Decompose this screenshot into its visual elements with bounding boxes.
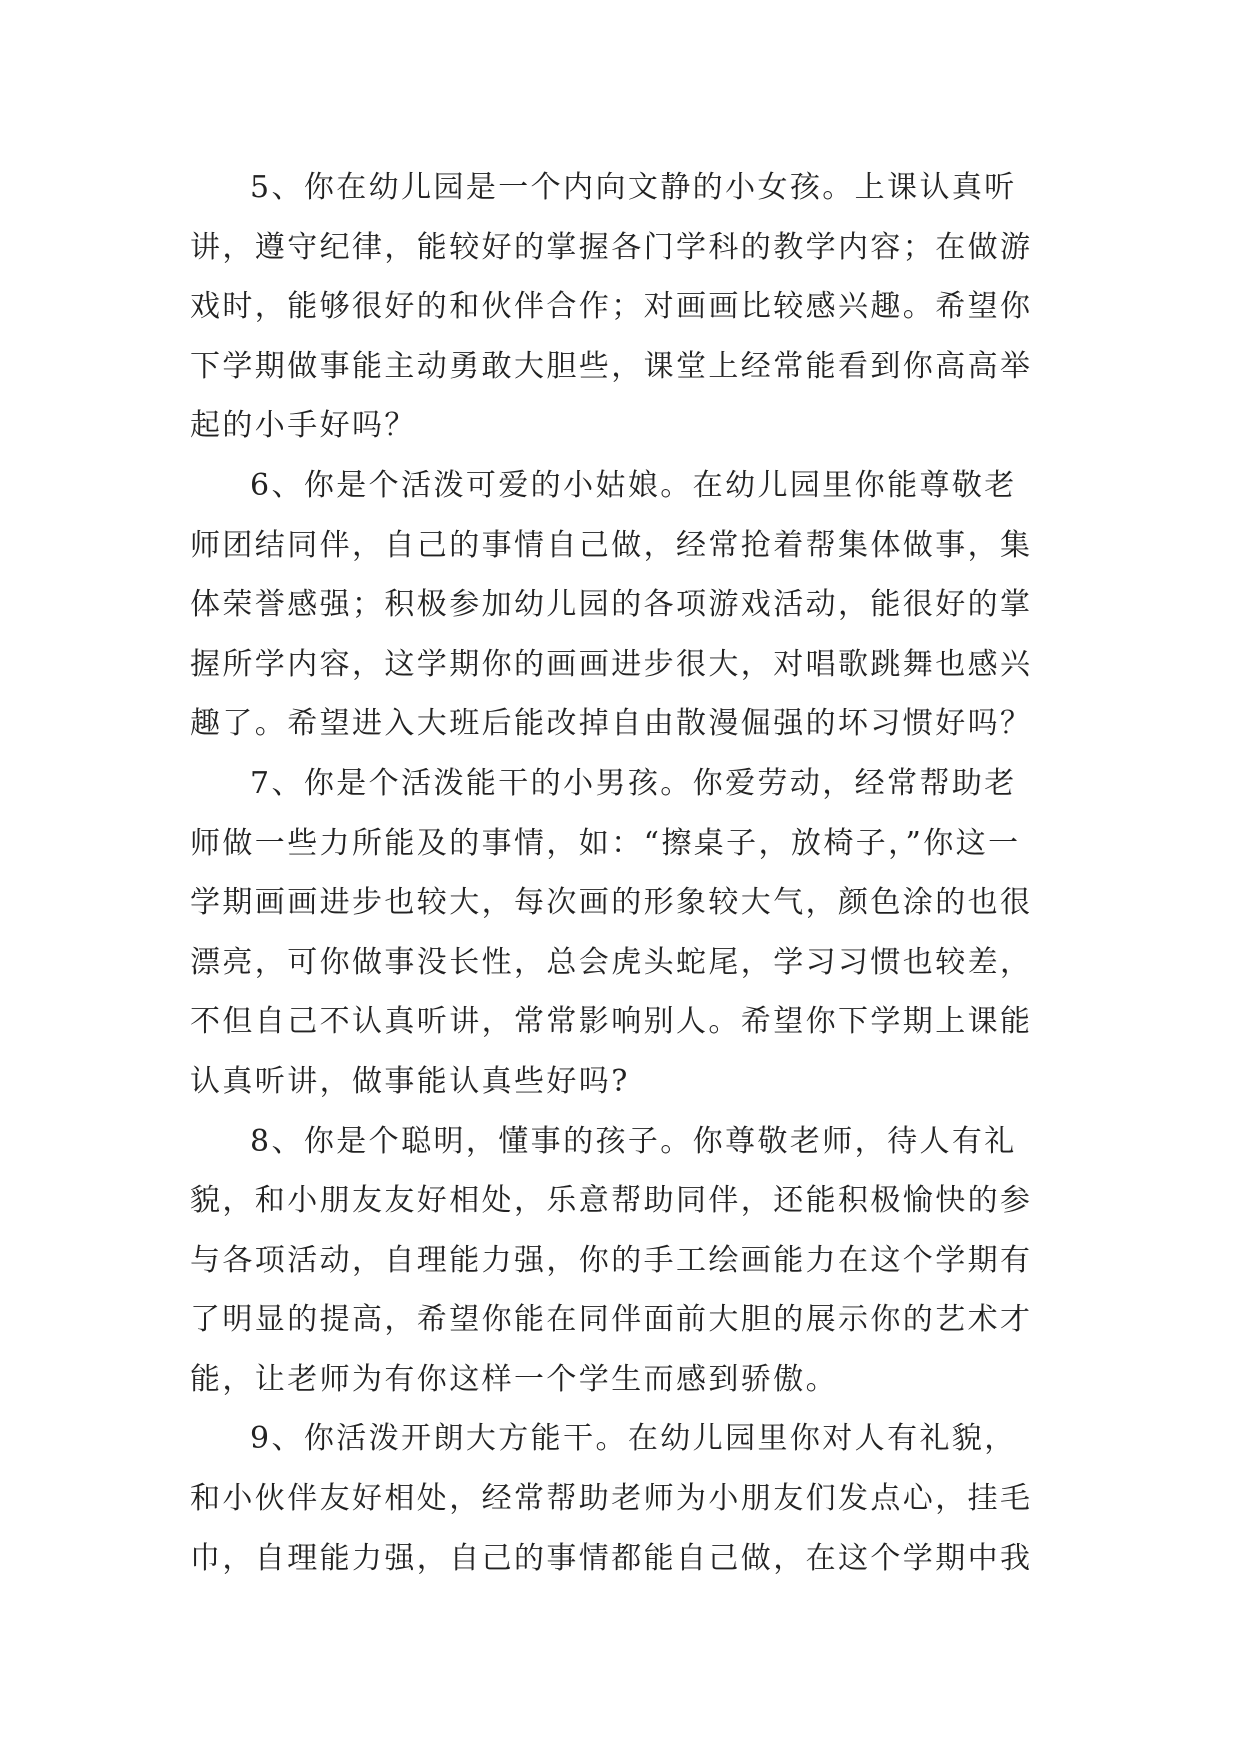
text-line: 巾，自理能力强，自己的事情都能自己做，在这个学期中我 [190,1540,1033,1576]
text-line: 起的小手好吗？ [190,408,417,444]
text-line: 漂亮，可你做事没长性，总会虎头蛇尾，学习习惯也较差， [190,944,1033,980]
document-body [190,158,1060,1588]
text-line: 戏时，能够很好的和伙伴合作；对画画比较感兴趣。希望你 [190,289,1033,325]
text-line: 不但自己不认真听讲，常常影响别人。希望你下学期上课能 [190,1004,1033,1040]
text-line: 貌，和小朋友友好相处，乐意帮助同伴，还能积极愉快的参 [190,1183,1033,1219]
text-line: 下学期做事能主动勇敢大胆些，课堂上经常能看到你高高举 [190,348,1033,384]
text-line: 与各项活动，自理能力强，你的手工绘画能力在这个学期有 [190,1242,1033,1278]
text-line: 趣了。希望进入大班后能改掉自由散漫倔强的坏习惯好吗？ [190,706,1033,742]
text-line: 学期画画进步也较大，每次画的形象较大气，颜色涂的也很 [190,885,1033,921]
text-line: 讲，遵守纪律，能较好的掌握各门学科的教学内容；在做游 [190,229,1033,265]
text-line: 8、你是个聪明，懂事的孩子。你尊敬老师，待人有礼 [250,1123,1017,1159]
text-line: 体荣誉感强；积极参加幼儿园的各项游戏活动，能很好的掌 [190,587,1033,623]
text-line: 师做一些力所能及的事情，如：“擦桌子，放椅子，”你这一 [190,825,1021,861]
text-line: 握所学内容，这学期你的画画进步很大，对唱歌跳舞也感兴 [190,646,1033,682]
text-line: 和小伙伴友好相处，经常帮助老师为小朋友们发点心，挂毛 [190,1481,1033,1517]
text-line: 9、你活泼开朗大方能干。在幼儿园里你对人有礼貌， [250,1421,1017,1457]
text-line: 6、你是个活泼可爱的小姑娘。在幼儿园里你能尊敬老 [250,467,1017,503]
text-line: 了明显的提高，希望你能在同伴面前大胆的展示你的艺术才 [190,1302,1033,1338]
text-line: 7、你是个活泼能干的小男孩。你爱劳动，经常帮助老 [250,765,1017,801]
text-line: 5、你在幼儿园是一个内向文静的小女孩。上课认真听 [250,170,1017,205]
text-line: 认真听讲，做事能认真些好吗? [190,1063,630,1099]
text-line: 能，让老师为有你这样一个学生而感到骄傲。 [190,1361,838,1397]
text-line: 师团结同伴，自己的事情自己做，经常抢着帮集体做事，集 [190,527,1033,563]
